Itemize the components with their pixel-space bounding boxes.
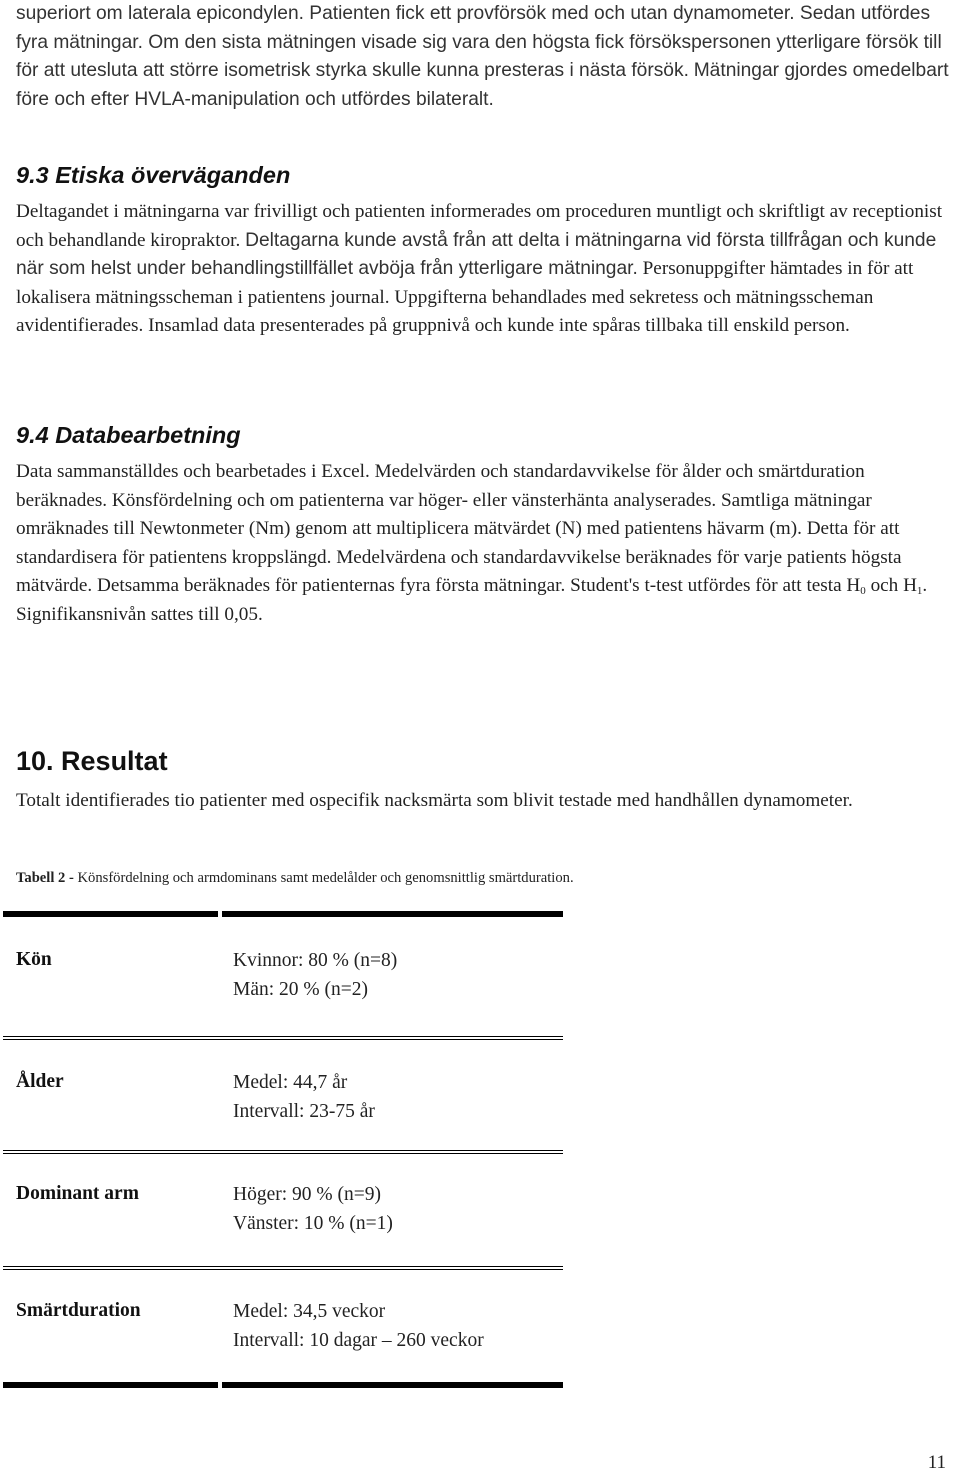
value-line-2: Intervall: 10 dagar – 260 veckor	[233, 1329, 484, 1351]
value-line-2: Män: 20 % (n=2)	[233, 978, 369, 1000]
h1-subscript: 1	[916, 585, 923, 597]
ethics-sentence-4: Uppgifterna behandlades med sekretess och mätningsscheman avidentifierades.	[16, 286, 874, 336]
data-sentence-2: Medelvärden och standardavvikelse för ålder och smärtduration beräknades.	[16, 461, 865, 511]
value-line-1: Medel: 34,5 veckor	[233, 1301, 386, 1322]
table-row-divider	[3, 1036, 563, 1040]
table-row-value	[233, 947, 397, 1004]
heading-9-3: 9.3 Etiska överväganden	[16, 162, 291, 188]
data-sentence-6: Medelvärdena och standardavvikelse beräknades för varje patients högsta mätvärde.	[16, 546, 902, 596]
ethics-sentence-3: Personuppgifter hämtades in för att lokalisera mätningsscheman i patientens journal.	[16, 258, 914, 308]
results-paragraph: Totalt identifierades tio patienter med ospecifik nacksmärta som blivit testade med handhållen dynamometer.	[16, 790, 853, 811]
intro-sentence-1: superiort om laterala epicondylen. Patienten fick ett provförsök med och utan dynamometer. Sedan utfördes fyra mätningar. Om den sista mätningen visade sig vara den högsta fick försökspersonen ytterligare försök till för att utesluta att större isometrisk styrka skulle kunna presteras i nästa försök.	[16, 3, 942, 81]
intro-sentence-2: Mätningar gjordes omedelbart före och efter HVLA-manipulation och utfördes bilateralt.	[16, 60, 949, 110]
table-caption-label: Tabell 2 -	[16, 870, 74, 886]
h0-subscript: 0	[860, 585, 866, 597]
data-sentence-5: Detta för att standardisera för patientens kroppslängd.	[16, 518, 900, 568]
data-sentence-7: Detsamma beräknades för patienternas fyra första mätningar.	[96, 575, 566, 596]
table-row-label: Ålder	[16, 1071, 64, 1092]
data-sentence-3: Könsfördelning och om patienterna var höger- eller vänsterhänta analyserades.	[111, 489, 717, 511]
intro-paragraph	[16, 0, 952, 114]
table-row-value	[233, 1298, 484, 1355]
data-sentence-8: Student's t-test utfördes för att	[570, 575, 802, 596]
value-line-1: Kvinnor: 80 % (n=8)	[233, 950, 398, 971]
table-caption-text: Könsfördelning och armdominans samt medelålder och genomsnittlig smärtduration.	[73, 870, 574, 886]
table-row-value	[233, 1069, 375, 1126]
table-bottom-rule	[3, 1382, 563, 1388]
table-row-value	[233, 1181, 393, 1238]
ethics-sentence-5: Insamlad data presenterades på gruppnivå och kunde inte spåras tillbaka till enskild person.	[148, 315, 850, 336]
paragraph-9-4	[16, 458, 952, 629]
table-top-rule	[3, 911, 563, 917]
value-line-2: Vänster: 10 % (n=1)	[233, 1212, 393, 1234]
table-caption	[16, 870, 574, 887]
table-row-divider	[3, 1150, 563, 1154]
heading-10: 10. Resultat	[16, 746, 168, 776]
hypothesis-h-prefix: testa H	[806, 575, 861, 596]
value-line-2: Intervall: 23-75 år	[233, 1100, 375, 1122]
data-sentence-1: Data sammanställdes och bearbetades i Excel.	[16, 461, 370, 482]
data-sentence-4: Samtliga mätningar omräknades till Newtonmeter (Nm) genom att multiplicera mätvärdet (N) med patientens hävarm (m).	[16, 489, 872, 539]
value-line-1: Höger: 90 % (n=9)	[233, 1184, 382, 1205]
heading-9-4: 9.4 Databearbetning	[16, 422, 241, 448]
table-row-label: Kön	[16, 949, 52, 970]
paragraph-9-3	[16, 198, 952, 341]
page-number: 11	[927, 1452, 946, 1473]
value-line-1: Medel: 44,7 år	[233, 1072, 348, 1093]
significance-text: . Signifikansnivån sattes till 0,05.	[16, 575, 928, 625]
table-row-divider	[3, 1266, 563, 1270]
hypothesis-and-h: och H	[865, 575, 917, 596]
ethics-sentence-1: Deltagandet i mätningarna var frivilligt och patienten informerades om proceduren muntligt och skriftligt av receptionist och behandlande kiropraktor.	[16, 201, 943, 251]
table-row-label: Smärtduration	[16, 1300, 141, 1321]
table-row-label: Dominant arm	[16, 1183, 139, 1204]
ethics-sentence-2: Deltagarna kunde avstå från att delta i mätningarna vid första tillfrågan och kunde när som helst under behandlingstillfället avböja från ytterligare mätningar.	[16, 229, 937, 279]
